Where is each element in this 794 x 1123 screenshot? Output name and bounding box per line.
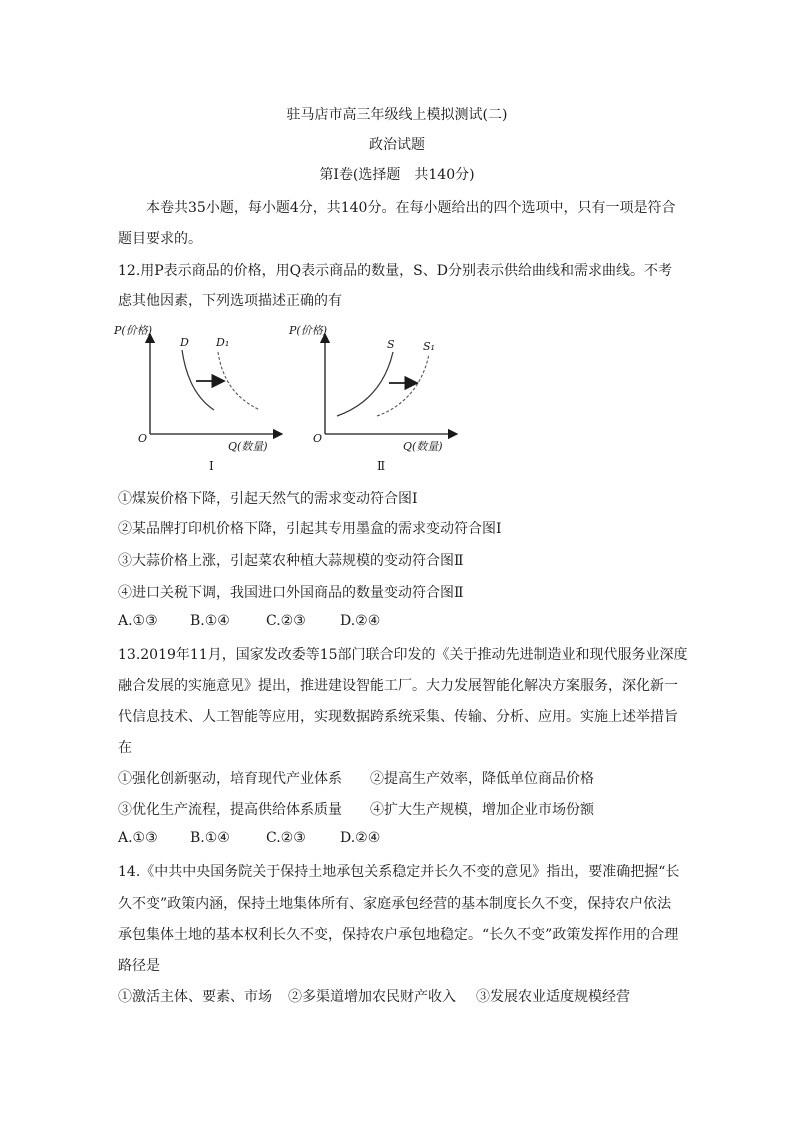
- y-axis-label: P(价格): [114, 324, 152, 337]
- x-axis-label: Q(数量): [403, 440, 443, 453]
- q13-stem-line-4: 在: [118, 740, 132, 756]
- q13-item-3: ③优化生产流程，提高供给体系质量: [118, 802, 342, 818]
- q14-item-1: ①激活主体、要素、市场: [118, 989, 272, 1005]
- demand-curve-d1: [218, 352, 260, 410]
- q14-stem-line-2: 久不变”政策内涵，保持土地集体所有、家庭承包经营的基本制度长久不变，保持农户依法: [118, 896, 672, 912]
- q13-option-c: C.②③: [266, 830, 306, 846]
- q12-option-c: C.②③: [266, 613, 306, 629]
- q13-option-a: A.①③: [118, 830, 158, 846]
- section-title: 第Ⅰ卷(选择题 共140分): [319, 167, 475, 183]
- q12-stem-line-1: 12.用P表示商品的价格，用Q表示商品的数量，S、D分别表示供给曲线和需求曲线。不考: [118, 263, 672, 279]
- origin-label: O: [313, 432, 323, 445]
- q12-option-a: A.①③: [118, 613, 158, 629]
- q12-figure-supply: [285, 318, 465, 478]
- figure-caption: Ⅱ: [377, 459, 386, 473]
- instructions-line-1: 本卷共35小题，每小题4分，共140分。在每小题给出的四个选项中，只有一项是符合: [146, 200, 676, 216]
- curve-d1-label: D₁: [216, 336, 230, 349]
- curve-s-label: S: [387, 338, 395, 351]
- q12-item-1: ①煤炭价格下降，引起天然气的需求变动符合图Ⅰ: [118, 491, 418, 507]
- q13-stem-line-3: 代信息技术、人工智能等应用，实现数据跨系统采集、传输、分析、应用。实施上述举措旨: [118, 709, 678, 725]
- y-axis-label: P(价格): [289, 324, 327, 337]
- q13-option-b: B.①④: [190, 830, 230, 846]
- q13-item-1: ①强化创新驱动，培育现代产业体系: [118, 771, 342, 787]
- q13-item-4: ④扩大生产规模，增加企业市场份额: [370, 802, 594, 818]
- q12-option-b: B.①④: [190, 613, 230, 629]
- q13-stem-line-2: 融合发展的实施意见》提出，推进建设智能工厂。大力发展智能化解决方案服务，深化新一: [118, 678, 678, 694]
- q13-stem-line-1: 13.2019年11月，国家发改委等15部门联合印发的《关于推动先进制造业和现代服务业深度: [118, 647, 688, 663]
- curve-d-label: D: [180, 336, 189, 349]
- subject-title: 政治试题: [369, 137, 425, 153]
- q14-stem-line-1: 14.《中共中央国务院关于保持土地承包关系稳定并长久不变的意见》指出，要准确把握“长: [118, 864, 680, 880]
- q14-stem-line-4: 路径是: [118, 958, 160, 974]
- q12-item-4: ④进口关税下调，我国进口外国商品的数量变动符合图Ⅱ: [118, 585, 464, 601]
- q14-item-2: ②多渠道增加农民财产收入: [288, 989, 456, 1005]
- q12-stem-line-2: 虑其他因素，下列选项描述正确的有: [118, 293, 342, 309]
- instructions-line-2: 题目要求的。: [118, 231, 202, 247]
- supply-curve-s: [337, 352, 393, 416]
- q12-item-3: ③大蒜价格上涨，引起菜农种植大蒜规模的变动符合图Ⅱ: [118, 553, 464, 569]
- q13-option-d: D.②④: [340, 830, 381, 846]
- q12-figure-demand: [110, 318, 290, 478]
- origin-label: O: [138, 432, 148, 445]
- curve-s1-label: S₁: [423, 340, 435, 353]
- exam-title: 驻马店市高三年级线上模拟测试(二): [286, 107, 508, 123]
- demand-curve-d: [182, 350, 214, 410]
- figure-caption: Ⅰ: [209, 459, 214, 473]
- q14-stem-line-3: 承包集体土地的基本权利长久不变，保持农户承包地稳定。“长久不变”政策发挥作用的合理: [118, 927, 679, 943]
- x-axis-label: Q(数量): [228, 440, 268, 453]
- q12-item-2: ②某品牌打印机价格下降，引起其专用墨盒的需求变动符合图Ⅰ: [118, 521, 502, 537]
- q14-item-3: ③发展农业适度规模经营: [476, 989, 630, 1005]
- q12-option-d: D.②④: [340, 613, 381, 629]
- supply-curve-s1: [377, 354, 429, 416]
- q13-item-2: ②提高生产效率，降低单位商品价格: [370, 771, 594, 787]
